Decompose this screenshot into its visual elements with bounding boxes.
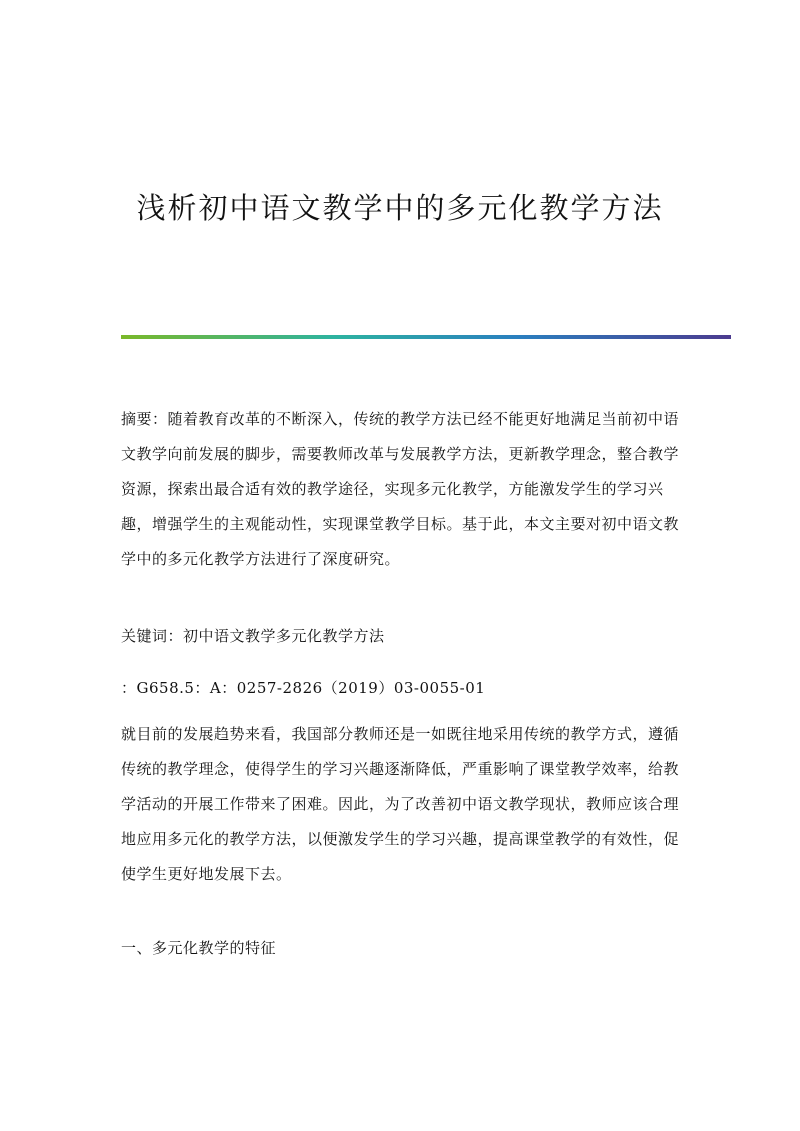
abstract-paragraph: 摘要：随着教育改革的不断深入，传统的教学方法已经不能更好地满足当前初中语文教学向前发展的脚步，需要教师改革与发展教学方法，更新教学理念，整合教学资源，探索出最合适有效的教学途径，实现多元化教学，方能激发学生的学习兴趣，增强学生的主观能动性，实现课堂教学目标。基于此，本文主要对初中语文教学中的多元化教学方法进行了深度研究。 [121,410,680,568]
body-paragraph: 就目前的发展趋势来看，我国部分教师还是一如既往地采用传统的教学方式，遵循传统的教学理念，使得学生的学习兴趣逐渐降低，严重影响了课堂教学效率，给教学活动的开展工作带来了困难。因此，为了改善初中语文教学现状，教师应该合理地应用多元化的教学方法，以便激发学生的学习兴趣，提高课堂教学的有效性，促使学生更好地发展下去。 [121,725,680,883]
document-title: 浅析初中语文教学中的多元化教学方法 [136,191,664,225]
section-heading: 一、多元化教学的特征 [121,939,277,957]
classification-line: ：G658.5：A：0257-2826（2019）03-0055-01 [121,679,486,697]
title-divider [121,335,731,339]
keywords-line: 关键词：初中语文教学多元化教学方法 [121,627,385,645]
